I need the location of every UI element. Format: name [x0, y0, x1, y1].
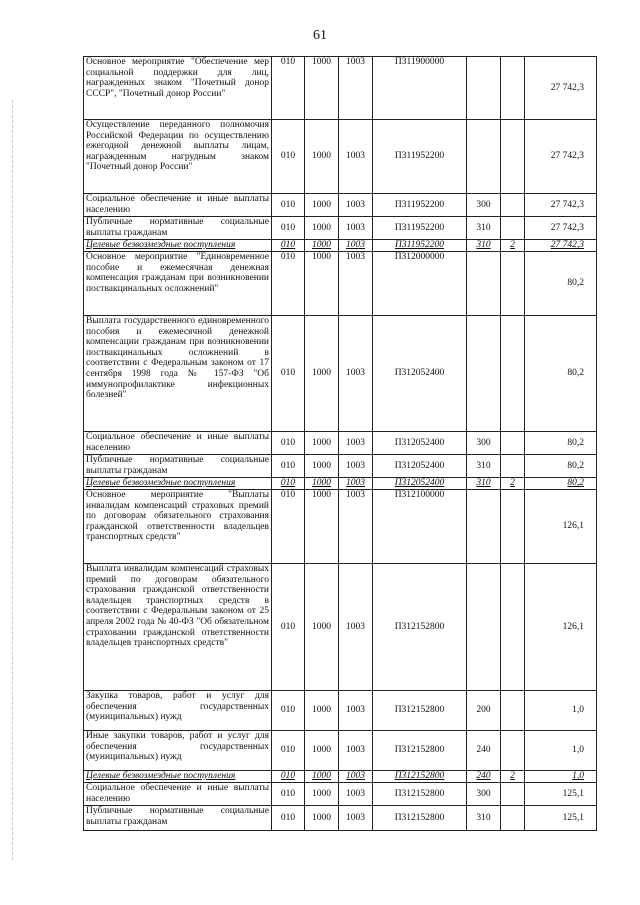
cell-target-code: П312052400	[373, 478, 467, 490]
cell-extra-code	[501, 490, 525, 564]
cell-target-code: П311952200	[373, 217, 467, 240]
table-row	[84, 455, 597, 478]
row-description: Публичные нормативные социальные выплаты гражданам	[84, 455, 272, 478]
cell-amount: 125,1	[525, 783, 597, 806]
cell-expense-type	[467, 252, 501, 316]
row-description: Целевые безвозмездные поступления	[84, 771, 272, 783]
cell-ministry-code: 010	[272, 783, 305, 806]
table-row	[84, 316, 597, 432]
cell-expense-type: 310	[467, 478, 501, 490]
cell-section-code: 1000	[305, 194, 339, 217]
cell-ministry-code: 010	[272, 240, 305, 252]
cell-ministry-code: 010	[272, 564, 305, 691]
row-description: Осуществление переданного полномочия Российской Федерации по осуществлению ежегодной денежной выплаты лицам, награжденным нагрудным знаком "Почетный донор России"	[84, 120, 272, 194]
cell-ministry-code: 010	[272, 120, 305, 194]
cell-amount: 80,2	[525, 455, 597, 478]
cell-extra-code: 2	[501, 771, 525, 783]
cell-subsection-code: 1003	[339, 564, 373, 691]
row-description: Публичные нормативные социальные выплаты гражданам	[84, 806, 272, 831]
cell-subsection-code: 1003	[339, 731, 373, 771]
table-row	[84, 731, 597, 771]
cell-ministry-code: 010	[272, 455, 305, 478]
row-description: Целевые безвозмездные поступления	[84, 478, 272, 490]
cell-ministry-code: 010	[272, 252, 305, 316]
cell-expense-type: 310	[467, 217, 501, 240]
cell-section-code: 1000	[305, 455, 339, 478]
cell-amount: 1,0	[525, 731, 597, 771]
cell-amount: 126,1	[525, 564, 597, 691]
cell-amount: 1,0	[525, 691, 597, 731]
table-row	[84, 217, 597, 240]
cell-amount: 1,0	[525, 771, 597, 783]
cell-extra-code	[501, 120, 525, 194]
cell-subsection-code: 1003	[339, 783, 373, 806]
cell-expense-type: 240	[467, 731, 501, 771]
cell-subsection-code: 1003	[339, 120, 373, 194]
row-description: Основное мероприятие "Выплаты инвалидам компенсаций страховых премий по договорам обязательного страхования гражданской ответственности владельцев транспортных средств"	[84, 490, 272, 564]
cell-amount: 27 742,3	[525, 57, 597, 120]
cell-section-code: 1000	[305, 240, 339, 252]
cell-expense-type: 300	[467, 432, 501, 455]
row-description: Выплата инвалидам компенсаций страховых премий по договорам обязательного страхования гражданской ответственности владельцев транспортных средств в соответствии с Федеральным законом от 25 апреля 2002 года № 40-ФЗ "Об обязательном страховании гражданской ответственности владельцев транспортных средств"	[84, 564, 272, 691]
cell-target-code: П311952200	[373, 240, 467, 252]
cell-extra-code	[501, 731, 525, 771]
cell-extra-code	[501, 564, 525, 691]
cell-section-code: 1000	[305, 57, 339, 120]
cell-target-code: П312152800	[373, 783, 467, 806]
cell-subsection-code: 1003	[339, 316, 373, 432]
cell-target-code: П312152800	[373, 691, 467, 731]
cell-subsection-code: 1003	[339, 490, 373, 564]
cell-section-code: 1000	[305, 731, 339, 771]
cell-amount: 27 742,3	[525, 217, 597, 240]
cell-extra-code	[501, 217, 525, 240]
row-description: Выплата государственного единовременного пособия и ежемесячной денежной компенсации гражданам при возникновении поствакцинальных осложнений в соответствии с Федеральным законом от 17 сентября 1998 года № 157-ФЗ "Об иммунопрофилактике инфекционных болезней"	[84, 316, 272, 432]
cell-section-code: 1000	[305, 432, 339, 455]
cell-section-code: 1000	[305, 252, 339, 316]
table-row	[84, 240, 597, 252]
table-row	[84, 771, 597, 783]
cell-expense-type	[467, 120, 501, 194]
cell-target-code: П312152800	[373, 771, 467, 783]
cell-expense-type	[467, 564, 501, 691]
cell-extra-code	[501, 252, 525, 316]
cell-section-code: 1000	[305, 478, 339, 490]
cell-subsection-code: 1003	[339, 478, 373, 490]
cell-amount: 80,2	[525, 432, 597, 455]
cell-extra-code: 2	[501, 478, 525, 490]
cell-amount: 27 742,3	[525, 240, 597, 252]
row-description: Социальное обеспечение и иные выплаты населению	[84, 432, 272, 455]
cell-expense-type: 310	[467, 806, 501, 831]
cell-ministry-code: 010	[272, 57, 305, 120]
cell-subsection-code: 1003	[339, 194, 373, 217]
budget-table	[83, 56, 597, 831]
table-row	[84, 691, 597, 731]
cell-extra-code	[501, 316, 525, 432]
cell-extra-code: 2	[501, 240, 525, 252]
cell-ministry-code: 010	[272, 731, 305, 771]
row-description: Основное мероприятие "Обеспечение мер социальной поддержки для лиц, награжденных знаком "Почетный донор СССР", "Почетный донор России"	[84, 57, 272, 120]
cell-target-code: П312152800	[373, 564, 467, 691]
cell-amount: 80,2	[525, 478, 597, 490]
cell-ministry-code: 010	[272, 771, 305, 783]
row-description: Целевые безвозмездные поступления	[84, 240, 272, 252]
row-description: Иные закупки товаров, работ и услуг для обеспечения государственных (муниципальных) нужд	[84, 731, 272, 771]
cell-section-code: 1000	[305, 120, 339, 194]
cell-amount: 126,1	[525, 490, 597, 564]
row-description: Публичные нормативные социальные выплаты гражданам	[84, 217, 272, 240]
cell-ministry-code: 010	[272, 806, 305, 831]
table-row	[84, 252, 597, 316]
cell-extra-code	[501, 455, 525, 478]
cell-amount: 80,2	[525, 316, 597, 432]
table-row	[84, 490, 597, 564]
cell-extra-code	[501, 432, 525, 455]
cell-amount: 27 742,3	[525, 194, 597, 217]
cell-target-code: П311900000	[373, 57, 467, 120]
cell-subsection-code: 1003	[339, 691, 373, 731]
table-row	[84, 564, 597, 691]
cell-section-code: 1000	[305, 217, 339, 240]
cell-expense-type: 240	[467, 771, 501, 783]
cell-extra-code	[501, 57, 525, 120]
cell-section-code: 1000	[305, 691, 339, 731]
cell-expense-type: 200	[467, 691, 501, 731]
cell-ministry-code: 010	[272, 691, 305, 731]
table-row	[84, 57, 597, 120]
cell-extra-code	[501, 806, 525, 831]
cell-ministry-code: 010	[272, 432, 305, 455]
cell-amount: 27 742,3	[525, 120, 597, 194]
cell-target-code: П312152800	[373, 806, 467, 831]
cell-target-code: П311952200	[373, 120, 467, 194]
cell-expense-type: 300	[467, 194, 501, 217]
row-description: Социальное обеспечение и иные выплаты населению	[84, 783, 272, 806]
table-row	[84, 432, 597, 455]
cell-expense-type	[467, 490, 501, 564]
table-row	[84, 783, 597, 806]
cell-target-code: П312152800	[373, 731, 467, 771]
cell-ministry-code: 010	[272, 478, 305, 490]
cell-ministry-code: 010	[272, 490, 305, 564]
cell-ministry-code: 010	[272, 316, 305, 432]
cell-subsection-code: 1003	[339, 806, 373, 831]
row-description: Основное мероприятие "Единовременное пособие и ежемесячная денежная компенсация гражданам при возникновении поствакцинальных осложнений"	[84, 252, 272, 316]
cell-subsection-code: 1003	[339, 240, 373, 252]
cell-expense-type	[467, 57, 501, 120]
cell-section-code: 1000	[305, 806, 339, 831]
cell-extra-code	[501, 691, 525, 731]
cell-section-code: 1000	[305, 771, 339, 783]
table-row	[84, 478, 597, 490]
margin-rule	[12, 100, 13, 860]
cell-section-code: 1000	[305, 564, 339, 691]
table-row	[84, 806, 597, 831]
cell-expense-type	[467, 316, 501, 432]
cell-subsection-code: 1003	[339, 252, 373, 316]
cell-target-code: П311952200	[373, 194, 467, 217]
cell-expense-type: 310	[467, 455, 501, 478]
cell-expense-type: 300	[467, 783, 501, 806]
cell-extra-code	[501, 194, 525, 217]
cell-subsection-code: 1003	[339, 57, 373, 120]
table-row	[84, 120, 597, 194]
cell-target-code: П312052400	[373, 316, 467, 432]
table-row	[84, 194, 597, 217]
cell-amount: 80,2	[525, 252, 597, 316]
cell-target-code: П312100000	[373, 490, 467, 564]
cell-subsection-code: 1003	[339, 455, 373, 478]
cell-subsection-code: 1003	[339, 217, 373, 240]
cell-section-code: 1000	[305, 783, 339, 806]
cell-section-code: 1000	[305, 490, 339, 564]
cell-target-code: П312000000	[373, 252, 467, 316]
cell-subsection-code: 1003	[339, 771, 373, 783]
row-description: Социальное обеспечение и иные выплаты населению	[84, 194, 272, 217]
cell-extra-code	[501, 783, 525, 806]
cell-ministry-code: 010	[272, 194, 305, 217]
cell-target-code: П312052400	[373, 432, 467, 455]
cell-subsection-code: 1003	[339, 432, 373, 455]
cell-ministry-code: 010	[272, 217, 305, 240]
row-description: Закупка товаров, работ и услуг для обеспечения государственных (муниципальных) нужд	[84, 691, 272, 731]
cell-target-code: П312052400	[373, 455, 467, 478]
page-number: 61	[313, 28, 327, 43]
cell-amount: 125,1	[525, 806, 597, 831]
cell-expense-type: 310	[467, 240, 501, 252]
cell-section-code: 1000	[305, 316, 339, 432]
